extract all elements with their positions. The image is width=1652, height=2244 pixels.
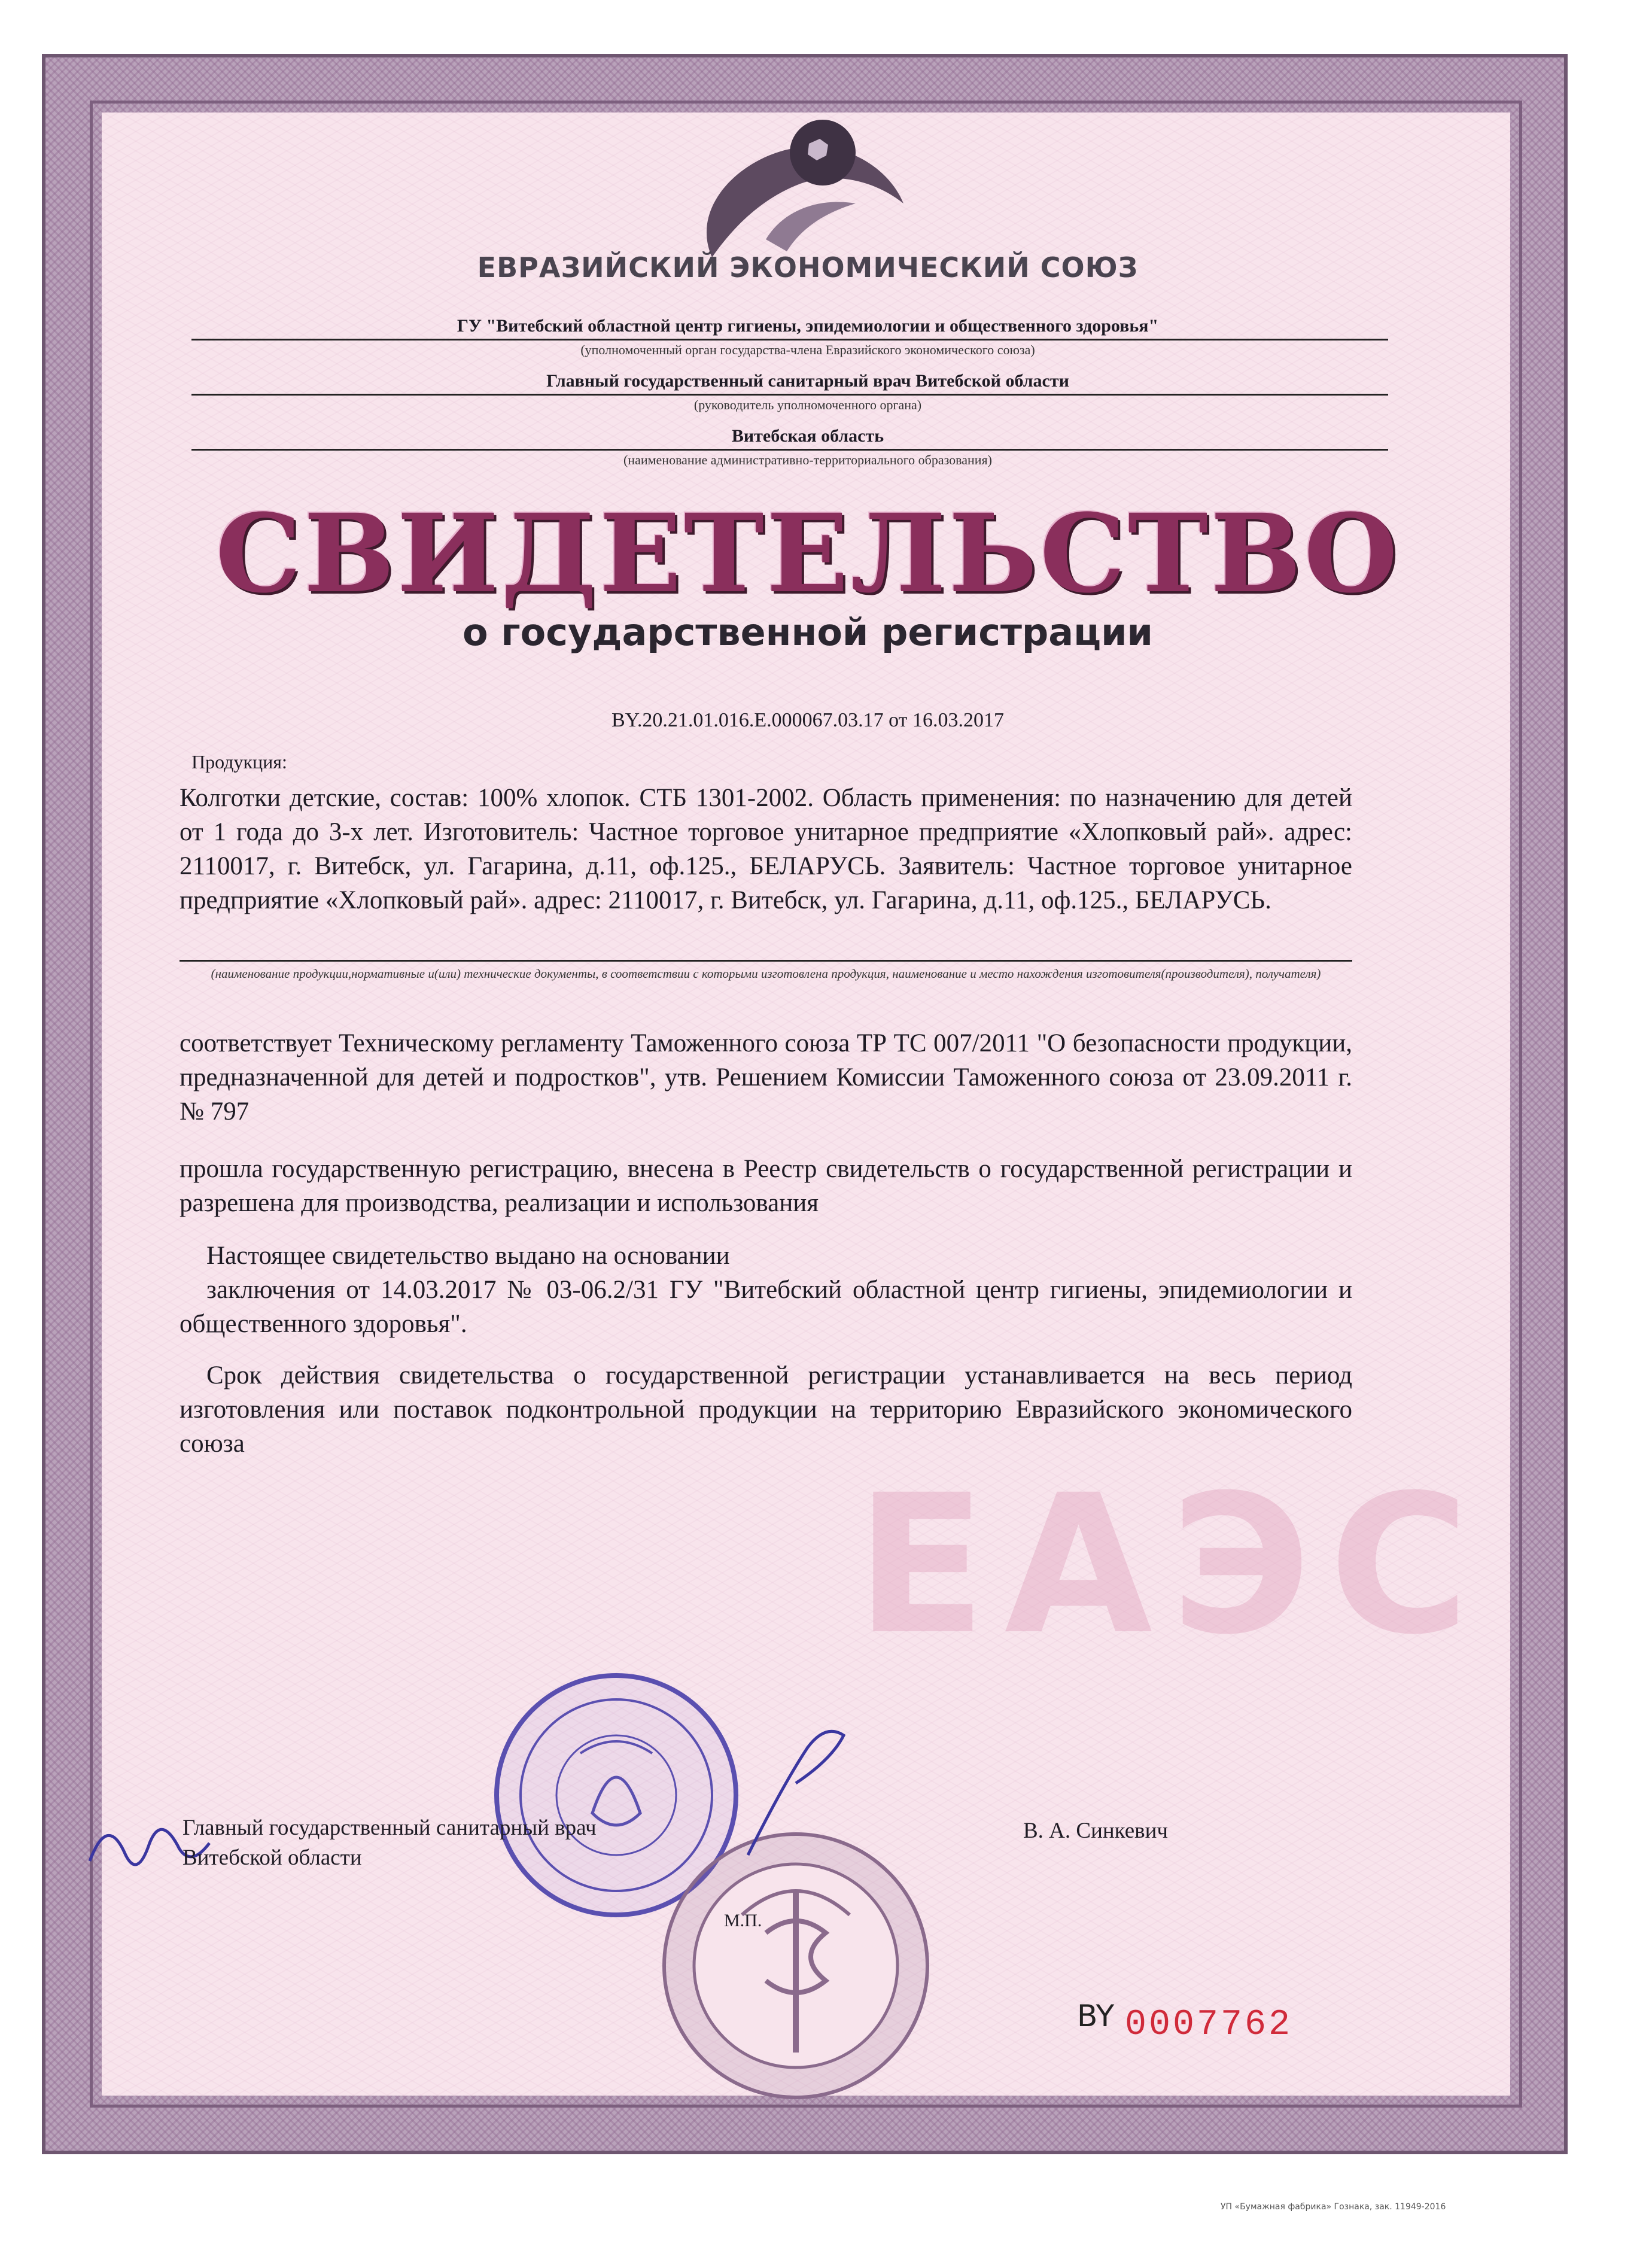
serial-number: 0007762 <box>1125 2005 1293 2045</box>
registration-number: BY.20.21.01.016.Е.000067.03.17 от 16.03.2017 <box>611 709 1005 731</box>
security-rosette-icon <box>646 1825 945 2106</box>
head-underline <box>191 394 1388 396</box>
signature-stroke-icon <box>736 1717 856 1861</box>
certificate-subtitle: о государственной регистрации <box>463 610 1153 654</box>
region-note: (наименование административно-территориального образования) <box>623 452 993 467</box>
product-underline <box>180 960 1352 962</box>
signer-position-line-2: Витебской области <box>182 1845 362 1870</box>
region-underline <box>191 449 1388 451</box>
serial-prefix: BY <box>1077 1999 1115 2033</box>
product-note: (наименование продукции,нормативные и(или) технические документы, в соответствии с которыми изготовлена продукция, наименование и место нахождения изготовителя(производителя), получателя) <box>211 966 1321 981</box>
basis-line-1: Настоящее свидетельство выдано на основании <box>206 1242 730 1270</box>
eaeu-watermark: ЕАЭС <box>856 1454 1487 1677</box>
product-label: Продукция: <box>191 751 287 773</box>
authority-note: (уполномоченный орган государства-члена Евразийского экономического союза) <box>580 342 1035 357</box>
authority-name: ГУ "Витебский областной центр гигиены, эпидемиологии и общественного здоровья" <box>457 316 1159 336</box>
head-title: Главный государственный санитарный врач Витебской области <box>546 371 1069 391</box>
region-name: Витебская область <box>731 426 884 446</box>
validity-text: Срок действия свидетельства о государственной регистрации устанавливается на весь период изготовления или поставок подконтрольной продукции на территорию Евразийского экономического союза <box>180 1361 1352 1458</box>
basis-line-2: заключения от 14.03.2017 № 03-06.2/31 ГУ "Витебский областной центр гигиены, эпидемиологии и общественного здоровья". <box>180 1276 1352 1338</box>
product-description: Колготки детские, состав: 100% хлопок. СТБ 1301-2002. Область применения: по назначению для детей от 1 года до 3-х лет. Изготовитель: Частное торговое унитарное предприятие «Хлопковый рай». адрес: 2110017, г. Витебск, ул. Гагарина, д.11, оф.125., БЕЛАРУСЬ. Заявитель: Частное торговое унитарное предприятие «Хлопковый рай». адрес: 2110017, г. Витебск, ул. Гагарина, д.11, оф.125., БЕЛАРУСЬ. <box>180 784 1352 914</box>
signer-position-line-1: Главный государственный санитарный врач <box>182 1816 597 1840</box>
printer-imprint: УП «Бумажная фабрика» Гознака, зак. 11949-2016 <box>1221 2202 1446 2212</box>
certificate-title: СВИДЕТЕЛЬСТВО <box>215 491 1400 617</box>
signer-name: В. А. Синкевич <box>1023 1819 1169 1843</box>
compliance-text: соответствует Техническому регламенту Таможенного союза ТР ТС 007/2011 "О безопасности продукции, предназначенной для детей и подростков", утв. Решением Комиссии Таможенного союза от 23.09.2011 г. № 797 <box>180 1029 1352 1126</box>
registration-text: прошла государственную регистрацию, внесена в Реестр свидетельств о государственной регистрации и разрешена для производства, реализации и использования <box>180 1155 1352 1217</box>
union-name: ЕВРАЗИЙСКИЙ ЭКОНОМИЧЕСКИЙ СОЮЗ <box>477 251 1139 284</box>
seal-place-mark: М.П. <box>724 1911 762 1930</box>
head-note: (руководитель уполномоченного органа) <box>693 397 922 412</box>
authority-underline <box>191 339 1388 340</box>
